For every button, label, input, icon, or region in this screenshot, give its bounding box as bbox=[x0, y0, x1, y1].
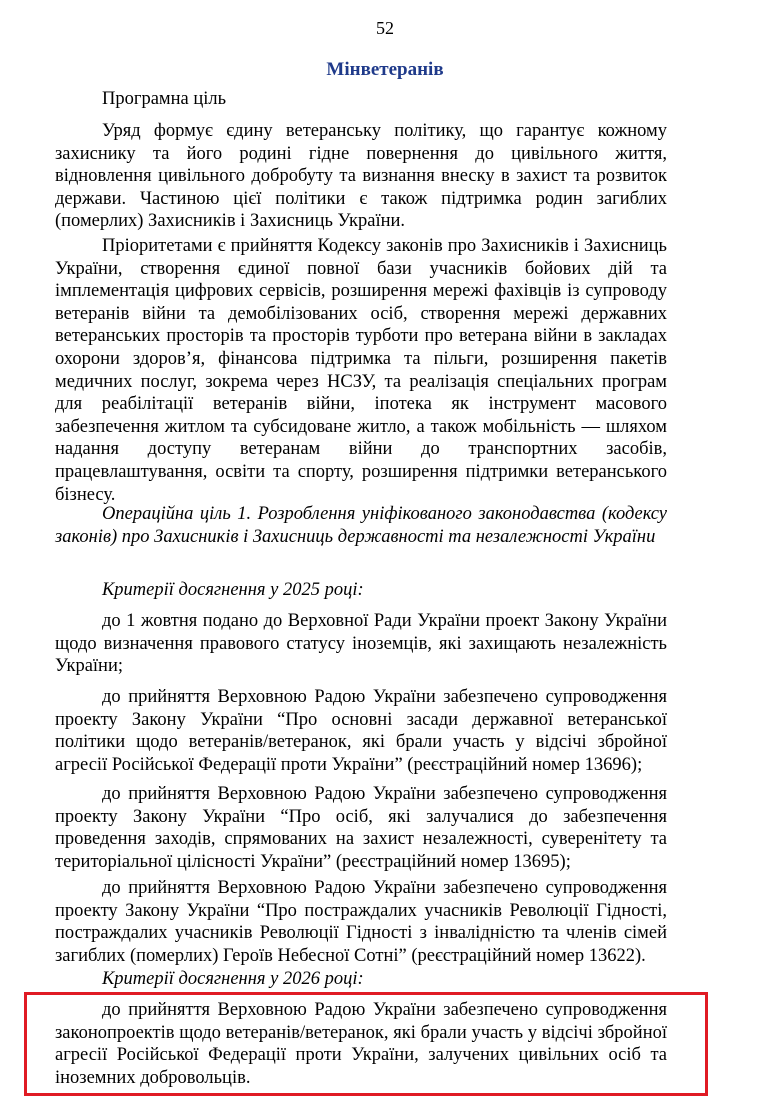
criteria-2025-label: Критерії досягнення у 2025 році: bbox=[102, 580, 364, 600]
criteria-2025-item: до прийняття Верховною Радою України забезпечено супроводження проекту Закону України “Про осіб, які залучалися до забезпечення проведення заходів, спрямованих на захист незалежності, суверенітету та територіальної цілісності України” (реєстраційний номер 13695); bbox=[55, 784, 667, 872]
criteria-2026-label: Критерії досягнення у 2026 році: bbox=[102, 969, 364, 989]
criteria-2025-item: до прийняття Верховною Радою України забезпечено супроводження проекту Закону України “Про постраждалих учасників Революції Гідності, постраждалих учасників Революції Гідності з інвалідністю та членів сімей загиблих (померлих) Героїв Небесної Сотні” (реєстраційний номер 13622). bbox=[55, 878, 667, 966]
section-title: Мінветеранів bbox=[326, 59, 444, 80]
criteria-2025-item: до 1 жовтня подано до Верховної Ради України проект Закону України щодо визначення правового статусу іноземців, які захищають незалежність України; bbox=[55, 611, 667, 677]
paragraph-policy: Уряд формує єдину ветеранську політику, що гарантує кожному захиснику та його родині гідне повернення до цивільного життя, відновлення цивільного добробуту та визнання внеску в захист та розвиток держави. Частиною цієї політики є також підтримка родин загиблих (померлих) Захисників і Захисниць України. bbox=[55, 121, 667, 232]
criteria-2026-item: до прийняття Верховною Радою України забезпечено супроводження законопроектів щодо ветеранів/ветеранок, які брали участь у відсічі збройної агресії Російської Федерації проти України, залучених цивільних осіб та іноземних добровольців. bbox=[55, 1000, 667, 1088]
criteria-2025-item: до прийняття Верховною Радою України забезпечено супроводження проекту Закону України “Про основні засади державної ветеранської політики щодо ветеранів/ветеранок, які брали участь у відсічі збройної агресії Російської Федерації проти України” (реєстраційний номер 13696); bbox=[55, 687, 667, 775]
paragraph-priorities: Пріоритетами є прийняття Кодексу законів про Захисників і Захисниць України, створення єдиної повної бази учасників бойових дій та імплементація цифрових сервісів, розширення мережі фахівців із супроводу ветеранів війни та демобілізованих осіб, створення мережі державних ветеранських просторів та просторів турботи про ветерана війни в закладах охорони здоров’я, фінансова підтримка та пільги, розширення пакетів медичних послуг, зокрема через НСЗУ, та реалізація спеціальних програм для реабілітації ветеранів війни, іпотека як інструмент масового забезпечення житлом та субсидоване житло, а також мобільність — шляхом надання доступу ветеранам війни до транспортних засобів, працевлаштування, освіти та спорту, розширення підтримки ветеранського бізнесу. bbox=[55, 236, 667, 505]
operational-goal: Операційна ціль 1. Розроблення уніфікованого законодавства (кодексу законів) про Захисників і Захисниць державності та незалежності України bbox=[55, 504, 667, 547]
page-number: 52 bbox=[376, 18, 394, 38]
program-goal-label: Програмна ціль bbox=[102, 89, 227, 109]
